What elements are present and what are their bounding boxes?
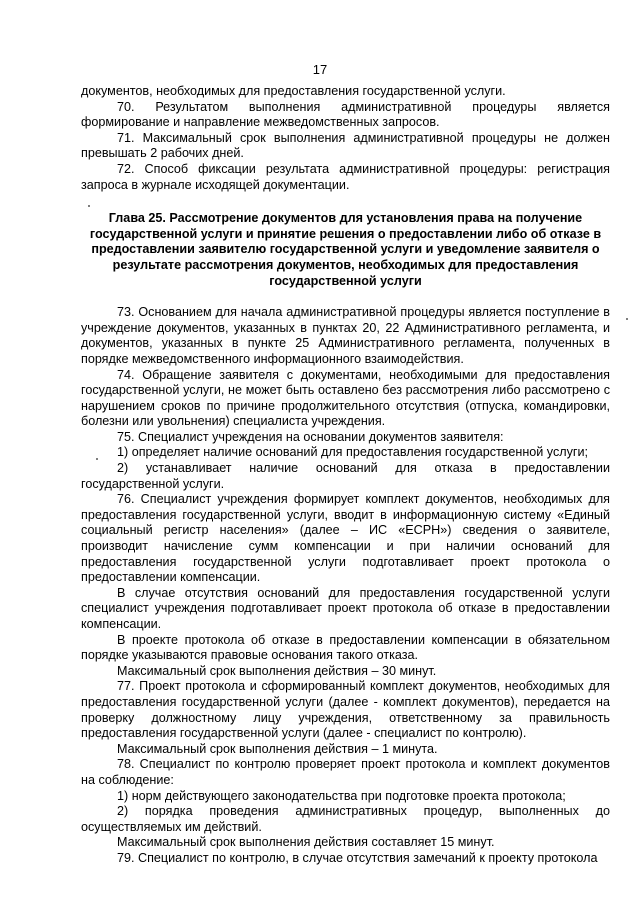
- paragraph: 70. Результатом выполнения административной процедуры является формирование и направление межведомственных запросов.: [81, 99, 610, 130]
- document-body: [81, 84, 610, 867]
- paragraph: 1) норм действующего законодательства при подготовке проекта протокола;: [117, 788, 566, 803]
- paragraph: 72. Способ фиксации результата административной процедуры: регистрация запроса в журнале исходящей документации.: [81, 161, 610, 192]
- scan-speck: [96, 458, 98, 460]
- paragraph: Максимальный срок выполнения действия – 1 минута.: [117, 741, 438, 756]
- paragraph: 2) порядка проведения административных процедур, выполненных до осуществляемых им действий.: [81, 804, 610, 834]
- paragraph: 71. Максимальный срок выполнения административной процедуры не должен превышать 2 рабочих дней.: [81, 130, 610, 161]
- paragraphs-top: [81, 84, 610, 193]
- paragraph: Максимальный срок выполнения действия – 30 минут.: [117, 663, 437, 678]
- paragraph: 73. Основанием для начала административной процедуры является поступление в учреждение документов, указанных в пунктах 20, 22 Административного регламента, и документов, указанных в пункте 25 Административного регламента, полученных в порядке межведомственного информационного взаимодействия.: [81, 305, 610, 366]
- paragraph: 74. Обращение заявителя с документами, необходимыми для предоставления государственной услуги, не может быть оставлено без рассмотрения либо рассмотрено с нарушением сроков по причине продолжительного отсутствия (отпуска, командировки, болезни или увольнения) специалиста учреждения.: [81, 367, 610, 429]
- paragraph: 79. Специалист по контролю, в случае отсутствия замечаний к проекту протокола: [117, 850, 598, 865]
- paragraph: В проекте протокола об отказе в предоставлении компенсации в обязательном порядке указываются правовые основания такого отказа.: [81, 632, 610, 663]
- paragraphs-bottom: [81, 305, 610, 866]
- paragraph: 77. Проект протокола и сформированный комплект документов, необходимых для предоставления государственной услуги (далее - комплект документов), передается на проверку должностному лицу учреждения, ответственному за правильность предоставления государственной услуги (далее - специалист по контролю).: [81, 679, 610, 741]
- scan-speck: [88, 205, 90, 207]
- paragraph: документов, необходимых для предоставления государственной услуги.: [81, 84, 506, 98]
- paragraph: Максимальный срок выполнения действия составляет 15 минут.: [117, 835, 495, 850]
- paragraph: 78. Специалист по контролю проверяет проект протокола и комплект документов на соблюдение:: [81, 757, 610, 787]
- chapter-title: Глава 25. Рассмотрение документов для установления права на получение государственной услуги и принятие решения о предоставлении либо об отказе в предоставлении заявителю государственной услуги и уведомление заявителя о результате рассмотрения документов, необходимых для предоставления государственной услуги: [89, 211, 602, 288]
- paragraph: 1) определяет наличие оснований для предоставления государственной услуги;: [117, 445, 589, 460]
- paragraph: 2) устанавливает наличие оснований для отказа в предоставлении государственной услуги.: [81, 461, 610, 491]
- scan-speck: [626, 318, 628, 320]
- paragraph: В случае отсутствия оснований для предоставления государственной услуги специалист учреждения подготавливает проект протокола об отказе в предоставлении компенсации.: [81, 585, 610, 631]
- page-number: 17: [312, 62, 328, 77]
- paragraph: 75. Специалист учреждения на основании документов заявителя:: [117, 429, 504, 444]
- paragraph: 76. Специалист учреждения формирует комплект документов, необходимых для предоставления государственной услуги, вводит в информационную систему «Единый социальный регистр населения» (далее – ИС «ЕСРН») сведения о заявителе, производит начисление сумм компенсации и при наличии оснований для предоставления государственной услуги подготавливает проект протокола о предоставлении компенсации.: [81, 492, 610, 585]
